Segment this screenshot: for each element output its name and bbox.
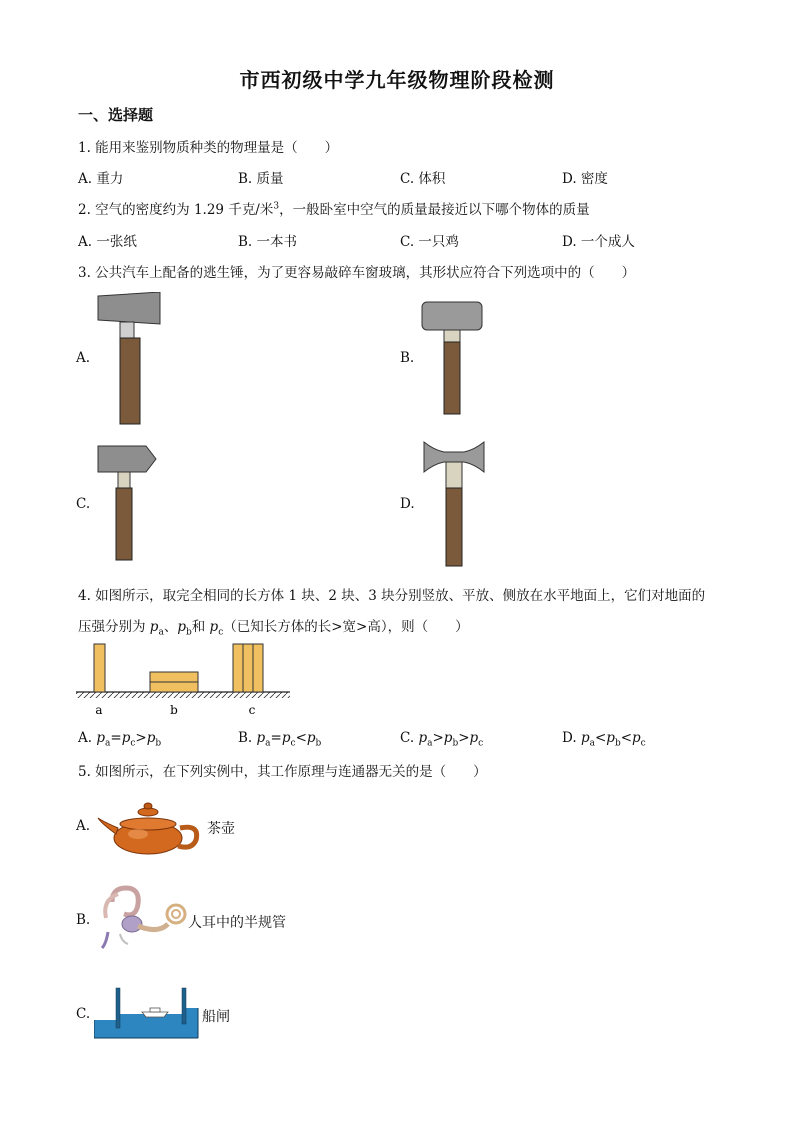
- relation: >: [135, 730, 147, 746]
- q4-option-c[interactable]: [400, 730, 483, 749]
- block-a: [94, 644, 105, 692]
- and-text: 和: [191, 619, 210, 635]
- fig-label-a: a: [95, 703, 103, 717]
- fig-label-c: c: [248, 703, 256, 717]
- p-var: p: [96, 730, 105, 746]
- ship-lock-image: [94, 986, 204, 1040]
- q2-option-a[interactable]: A. 一张纸: [78, 234, 137, 250]
- p-sub: a: [105, 738, 111, 749]
- q5-label-b[interactable]: B.: [76, 912, 91, 928]
- relation: =: [110, 730, 122, 746]
- question-4-stem-line2: [78, 615, 469, 638]
- q2-stem-sup: 3: [273, 201, 280, 212]
- p-sub: c: [640, 738, 646, 749]
- relation: >: [458, 730, 470, 746]
- option-letter: B.: [238, 730, 257, 746]
- p-var: p: [149, 619, 159, 635]
- hammer-b-image: [420, 300, 490, 418]
- q5-label-a[interactable]: A.: [76, 818, 91, 834]
- p-var: p: [146, 730, 156, 746]
- inner-ear-image: [98, 884, 188, 952]
- p-sub: a: [427, 738, 433, 749]
- teapot-image: [96, 794, 208, 860]
- q2-option-c[interactable]: C. 一只鸡: [400, 234, 459, 250]
- ground-hatch: [76, 692, 290, 698]
- relation: <: [594, 730, 607, 746]
- q4-option-d[interactable]: [562, 730, 646, 749]
- section-heading: 一、选择题: [78, 106, 154, 124]
- p-sub: a: [589, 738, 595, 749]
- q4-line2-b: （已知长方体的长>宽>高），则（ ）: [223, 619, 469, 635]
- q5-caption-b: 人耳中的半规管: [188, 915, 286, 931]
- p-var: p: [632, 730, 641, 746]
- relation: >: [432, 730, 444, 746]
- q4-line2-a: 压强分别为: [78, 619, 150, 635]
- q3-label-d[interactable]: D.: [400, 496, 415, 512]
- relation: <: [620, 730, 633, 746]
- p-sub: b: [452, 738, 459, 749]
- block-b-1: [150, 672, 198, 682]
- sep: 、: [163, 619, 178, 635]
- p-var: p: [418, 730, 428, 746]
- p-var: p: [121, 730, 131, 746]
- p-var: p: [580, 730, 590, 746]
- q2-stem-part1: 2. 空气的密度约为 1.29 千克/米: [78, 202, 274, 218]
- question-3-stem: 3. 公共汽车上配备的逃生锤，为了更容易敲碎车窗玻璃，其形状应符合下列选项中的（ ）: [78, 265, 636, 281]
- p-sub: a: [265, 738, 271, 749]
- p-var: p: [306, 730, 316, 746]
- p-var: p: [209, 619, 219, 635]
- q5-caption-c: 船闸: [202, 1009, 230, 1025]
- p-var: p: [469, 730, 479, 746]
- block-c-2: [243, 644, 253, 692]
- hammer-c-image: [96, 444, 162, 564]
- p-sub: b: [315, 738, 322, 749]
- q1-option-a[interactable]: A. 重力: [78, 171, 124, 187]
- option-letter: C.: [400, 730, 419, 746]
- p-var: p: [606, 730, 615, 746]
- question-4-stem-line1: 4. 如图所示，取完全相同的长方体 1 块、2 块、3 块分别竖放、平放、侧放在水平地面上，它们对地面的: [78, 588, 706, 604]
- p-sub: b: [614, 738, 621, 749]
- q4-option-a[interactable]: [78, 730, 161, 749]
- q1-option-b[interactable]: B. 质量: [238, 171, 284, 187]
- q1-option-c[interactable]: C. 体积: [400, 171, 446, 187]
- q5-caption-a: 茶壶: [207, 821, 235, 837]
- q5-label-c[interactable]: C.: [76, 1006, 91, 1022]
- block-c-3: [253, 644, 263, 692]
- option-letter: D.: [562, 730, 581, 746]
- blocks-figure: [76, 640, 296, 720]
- q3-label-b[interactable]: B.: [400, 350, 415, 366]
- q2-option-d[interactable]: D. 一个成人: [562, 234, 635, 250]
- p-sub: c: [478, 738, 484, 749]
- relation: =: [270, 730, 282, 746]
- q2-option-b[interactable]: B. 一本书: [238, 234, 298, 250]
- p-sub: a: [158, 627, 164, 638]
- p-sub: c: [130, 738, 136, 749]
- block-b-2: [150, 682, 198, 692]
- p-var: p: [256, 730, 266, 746]
- p-sub: b: [185, 627, 192, 638]
- q3-label-c[interactable]: C.: [76, 496, 91, 512]
- question-2-stem: [78, 198, 590, 218]
- p-sub: b: [155, 738, 162, 749]
- block-c-1: [233, 644, 243, 692]
- question-1-stem: 1. 能用来鉴别物质种类的物理量是（ ）: [78, 140, 339, 156]
- option-letter: A.: [78, 730, 97, 746]
- hammer-d-image: [420, 440, 490, 568]
- fig-label-b: b: [170, 703, 178, 717]
- p-sub: c: [218, 627, 224, 638]
- page-title: 市西初级中学九年级物理阶段检测: [239, 68, 555, 92]
- question-5-stem: 5. 如图所示，在下列实例中，其工作原理与连通器无关的是（ ）: [78, 764, 487, 780]
- relation: <: [295, 730, 307, 746]
- q3-label-a[interactable]: A.: [76, 350, 91, 366]
- p-var: p: [281, 730, 291, 746]
- q4-option-b[interactable]: [238, 730, 321, 749]
- q2-stem-part2: ，一般卧室中空气的质量最接近以下哪个物体的质量: [279, 202, 590, 218]
- p-sub: c: [290, 738, 296, 749]
- p-var: p: [177, 619, 186, 635]
- p-var: p: [443, 730, 453, 746]
- hammer-a-image: [96, 292, 166, 426]
- q1-option-d[interactable]: D. 密度: [562, 171, 608, 187]
